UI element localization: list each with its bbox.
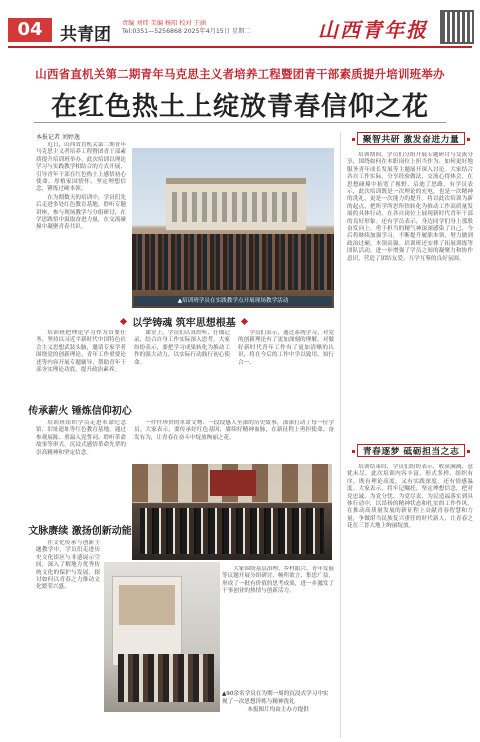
photo3-caption bbox=[222, 690, 334, 714]
photo-participants bbox=[118, 654, 214, 702]
section-name: 共青团 bbox=[60, 25, 111, 45]
qr-code-icon bbox=[440, 10, 474, 44]
header-meta bbox=[122, 20, 250, 36]
photo-display-panel bbox=[112, 576, 182, 666]
section-heading-2 bbox=[28, 402, 132, 417]
diamond-icon bbox=[136, 408, 140, 412]
diamond-icon bbox=[241, 318, 248, 325]
section1-paragraph-a: 培训班把理论学习作为首要任务，坚持以习近平新时代中国特色社会主义思想武装头脑，邀请专家学者围绕党的创新理论、青年工作重要论述等内容开展专题辅导，帮助青年干部夯实理论功底，提升政治素养。 bbox=[36, 330, 126, 374]
sidebar-section1-text bbox=[347, 152, 473, 438]
section3-col-b bbox=[222, 566, 334, 686]
sidebar-section2-text bbox=[347, 464, 473, 734]
section-heading-text: 以学铸魂 筑牢思想根基 bbox=[132, 318, 236, 329]
sidebar-heading-text: 青春逐梦 砥砺担当之志 bbox=[362, 447, 460, 457]
section1-col-a bbox=[36, 330, 126, 400]
section-heading-1 bbox=[34, 314, 334, 329]
section1-col-c bbox=[238, 330, 334, 400]
photo-crowd bbox=[132, 234, 334, 290]
sidebar-heading-1 bbox=[357, 132, 465, 145]
article-subtitle: 山西省直机关第二期青年马克思主义者培养工程暨团青干部素质提升培训班举办 bbox=[35, 67, 445, 81]
article-byline: 本报记者 刘婷逸 bbox=[36, 134, 80, 141]
intro-column bbox=[36, 142, 126, 310]
section3-paragraph-a: 在文化传承与创新主题教学中，学员们走进历史文化街区与非遗展示空间，深入了解地方优秀传统文化的保护与发展，探讨如何以青春之力推动文化繁荣兴盛。 bbox=[36, 540, 100, 591]
section1-paragraph-b: 课堂上，学员们认真聆听、仔细记录，结合自身工作实际深入思考。大家纷纷表示，要把学习成果转化为推动工作的强大动力，以实际行动践行初心使命。 bbox=[134, 330, 230, 366]
section3-col-a bbox=[36, 540, 100, 736]
header-contact-date: Tel:0351—5256868 2025年4月15日 星期二 bbox=[122, 28, 251, 35]
sidebar-paragraph-2: 培训结束时，学员们纷纷表示，收获满满、意犹未尽。此次培训内容丰富、形式多样、组织有序，既有理论高度，又有实践深度，还有情感温度。大家表示，将牢记嘱托，坚定理想信念，把对党忠诚、为党分忧、为党尽责、为民造福落实到具体行动中，以昂扬的精神状态和扎实的工作作风，在推动高质量发展的新征程上贡献青春智慧和力量，争做堪当民族复兴重任的时代新人，让青春之花在三晋大地上绚丽绽放。 bbox=[347, 464, 473, 530]
sidebar-heading-text: 聚智共研 激发奋进力量 bbox=[362, 135, 460, 145]
section2-paragraph-a: 培训班组织学员走进革命纪念馆、旧址遗址等红色教育基地，通过参观展陈、重温入党誓词、聆听革命故事等形式，沉浸式感悟革命先辈的崇高精神和坚定信念。 bbox=[36, 420, 126, 456]
page-number: 04 bbox=[8, 18, 52, 42]
diamond-icon bbox=[20, 408, 24, 412]
section3-paragraph-b: 大家围绕基层治理、乡村振兴、青年发展等议题开展分组研讨，畅所欲言、集思广益，形成了一批有价值的思考成果，进一步激发了干事创业的热情与创新活力。 bbox=[222, 566, 334, 595]
cultural-heritage-photo bbox=[104, 562, 220, 712]
sidebar-column bbox=[340, 132, 476, 738]
photo-people bbox=[140, 508, 324, 554]
section-heading-text: 传承薪火 锤炼信仰初心 bbox=[28, 406, 132, 417]
section2-col-b bbox=[134, 420, 334, 462]
sidebar-paragraph-1: 培训期间，学员们分组开展专题研讨与交流分享，围绕如何在本职岗位上担当作为、如何更好地服务青年成长发展等主题展开深入讨论。大家结合各自工作实际，分享经验做法，交流心得体会，在思想碰撞中拓宽了视野、启迪了思路。有学员表示，此次培训既是一次理论的充电，也是一次精神的洗礼，更是一次能力的提升。将以此次培训为新的起点，把所学所思所悟转化为推动工作高质量发展的具体行动，在各自岗位上展现新时代青年干部的良好形象。还有学员表示，身边同学们身上那股奋发向上、勇于担当的精气神深深感染了自己，今后将继续加强学习，不断提升履职本领，努力做到政治过硬、本领高强。培训班还安排了拓展训练等团队活动，进一步增强了学员之间的凝聚力和协作意识，营造了团结友爱、互学互鉴的良好氛围。 bbox=[347, 152, 473, 262]
page-header bbox=[0, 0, 480, 46]
section1-paragraph-c: 学员们表示，通过系统学习，对党的创新理论有了更加深刻的理解，对做好新时代青年工作有了更加清晰的认识，将在今后的工作中学以致用、知行合一。 bbox=[238, 330, 334, 366]
section2-col-a bbox=[36, 420, 126, 516]
training-group-photo bbox=[132, 148, 334, 308]
title-rule bbox=[34, 122, 446, 123]
section1-col-b bbox=[134, 330, 230, 400]
exhibition-visit-photo bbox=[132, 464, 332, 560]
header-editors: 责编 刘炜 美编 杨阳 校对 王涵 bbox=[122, 20, 207, 27]
section-heading-3 bbox=[28, 522, 132, 537]
sidebar-heading-2 bbox=[357, 444, 465, 457]
photo-board bbox=[210, 470, 256, 496]
intro-paragraph-1: 近日，山西省直机关第二期青年马克思主义者培养工程暨团青干部素质提升培训班举办。此次培训以理论学习与实践教学相结合的方式开展，引导青年干部在红色热土上感悟初心使命、厚植家国情怀，坚定理想信念，锤炼过硬本领。 bbox=[36, 142, 126, 193]
photo3-caption-credit: 本报图片均由主办方提供 bbox=[247, 707, 309, 713]
intro-paragraph-2: 在为期数天的培训中，学员们先后走进多处红色教育基地，聆听专题讲座，参与现场教学与分组研讨，在学思践悟中汲取奋进力量，在交流碰撞中凝聚青春共识。 bbox=[36, 194, 126, 231]
diamond-icon bbox=[120, 318, 127, 325]
article-title: 在红色热土上绽放青春信仰之花 bbox=[50, 92, 429, 122]
photo-building bbox=[166, 178, 306, 230]
photo1-caption: ▲培训班学员在实践教学点开展现场教学活动 bbox=[134, 296, 332, 306]
newspaper-logo: 山西青年报 bbox=[318, 18, 428, 42]
section2-paragraph-b: 一件件珍贵的革命文物、一段段感人至深的历史故事，深深打动了每一位学员。大家表示，要传承好红色基因，赓续好精神血脉，在新征程上勇担使命、奋发有为，让青春在奋斗中绽放绚丽之花。 bbox=[134, 420, 334, 441]
section-heading-text: 文脉赓续 激扬创新动能 bbox=[28, 526, 132, 537]
header-rule bbox=[8, 46, 472, 48]
photo3-caption-main: ▲90余名学员在为期一周的沉浸式学习中实现了一次思想淬炼与精神洗礼 bbox=[222, 691, 329, 705]
diamond-icon bbox=[20, 528, 24, 532]
